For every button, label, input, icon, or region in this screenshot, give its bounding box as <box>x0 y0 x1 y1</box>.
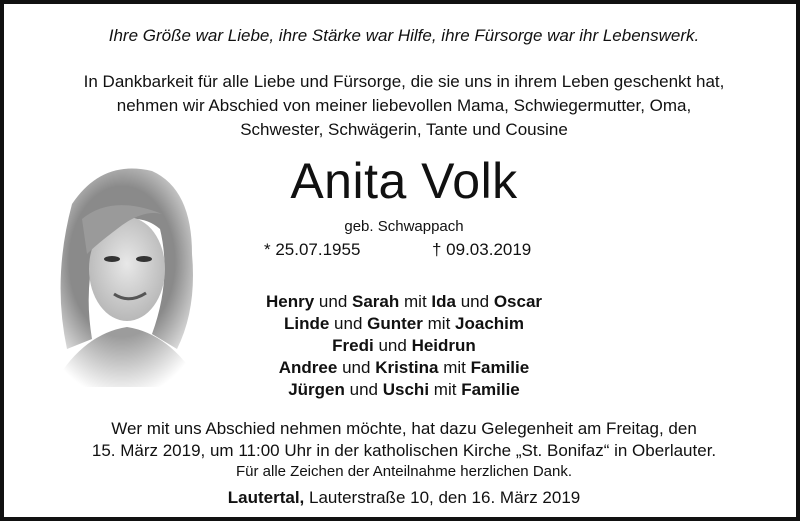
intro-text <box>4 70 800 142</box>
intro-line: In Dankbarkeit für alle Liebe und Fürsorge, die sie uns in ihrem Leben geschenkt hat, <box>83 72 725 91</box>
signoff-place: Lautertal, <box>227 488 305 507</box>
family-line <box>204 335 604 357</box>
joiner: und <box>318 292 348 311</box>
family-line <box>204 357 604 379</box>
death-date: † 09.03.2019 <box>432 240 532 259</box>
intro-line: nehmen wir Abschied von meiner liebevollen Mama, Schwiegermutter, Oma, <box>116 96 692 115</box>
joiner: mit <box>443 358 466 377</box>
family-line <box>204 313 604 335</box>
service-line: Wer mit uns Abschied nehmen möchte, hat dazu Gelegenheit am Freitag, den <box>111 419 697 438</box>
family-member: Gunter <box>367 314 423 333</box>
birth-date: * 25.07.1955 <box>264 240 361 259</box>
thanks-note: Für alle Zeichen der Anteilnahme herzlichen Dank. <box>235 463 572 480</box>
joiner: mit <box>404 292 427 311</box>
motto: Ihre Größe war Liebe, ihre Stärke war Hilfe, ihre Fürsorge war ihr Lebenswerk. <box>108 26 700 45</box>
family-member: Familie <box>461 380 520 399</box>
portrait-photo <box>42 159 202 387</box>
signoff-address-date: Lauterstraße 10, den 16. März 2019 <box>309 488 581 507</box>
family-member: Oscar <box>493 292 543 311</box>
family-member: Andree <box>278 358 338 377</box>
family-member: Jürgen <box>288 380 345 399</box>
joiner: mit <box>433 380 457 399</box>
joiner: mit <box>427 314 451 333</box>
family-member: Kristina <box>375 358 439 377</box>
family-member: Sarah <box>352 292 400 311</box>
family-member: Henry <box>265 292 315 311</box>
family-member: Linde <box>283 314 330 333</box>
family-member: Ida <box>431 292 456 311</box>
family-list <box>204 291 604 401</box>
signoff <box>4 488 800 508</box>
joiner: und <box>342 358 371 377</box>
intro-line: Schwester, Schwägerin, Tante und Cousine <box>240 120 568 139</box>
family-line <box>204 379 604 401</box>
family-member: Uschi <box>382 380 430 399</box>
family-line <box>204 291 604 313</box>
family-member: Familie <box>470 358 530 377</box>
maiden-name: geb. Schwappach <box>344 218 464 235</box>
joiner: und <box>349 380 379 399</box>
family-member: Heidrun <box>411 336 476 355</box>
joiner: und <box>460 292 490 311</box>
family-member: Joachim <box>455 314 525 333</box>
service-line: 15. März 2019, um 11:00 Uhr in der katholischen Kirche „St. Bonifaz“ in Oberlauter. <box>91 441 717 460</box>
family-member: Fredi <box>332 336 374 355</box>
deceased-name: Anita Volk <box>290 153 518 209</box>
joiner: und <box>378 336 407 355</box>
joiner: und <box>334 314 363 333</box>
service-info <box>4 418 800 462</box>
